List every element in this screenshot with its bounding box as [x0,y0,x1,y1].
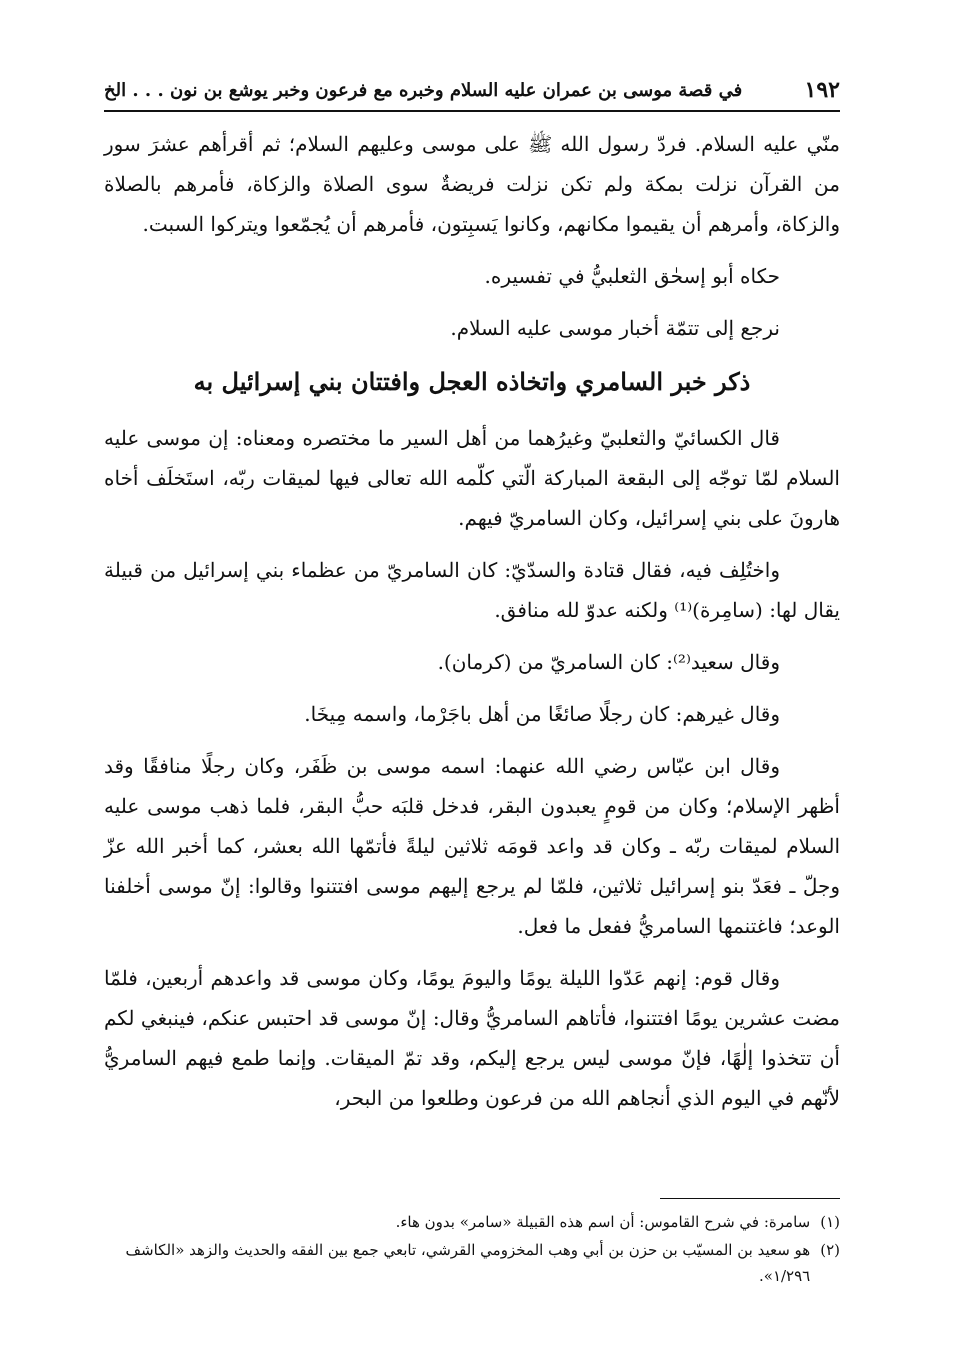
paragraph-ibn-abbas: وقال ابن عبّاس رضي الله عنهما: اسمه موسى بن ظَفَر، وكان رجلًا منافقًا وقد أظهر الإسلام؛ وكان من قومٍ يعبدون البقر، فدخل قلبَه حبُّ البقر، فلما ذهب موسى عليه السلام لميقات ربّه ـ وكان قد واعد قومَه ثلاثين ليلةً فأتمّها الله بعشر، كما أخبر الله عزّ وجلّ ـ فعَدّ بنو إسرائيل ثلاثين، فلمّا لم يرجع إليهم موسى افتتنوا وقالوا: إنّ موسى أخلفنا الوعد؛ فاغتنمها السامريُّ ففعل ما فعل. [104,754,840,938]
paragraph-qawm: وقال قوم: إنهم عَدّوا الليلة يومًا واليومَ يومًا، وكان موسى قد واعدهم أربعين، فلمّا مضت عشرين يومًا افتتنوا، فأتاهم السامريُّ وقال: إنّ موسى قد احتبس عنكم، فينبغي لكم أن تتخذوا إلٰهًا، فإنّ موسى ليس يرجع إليكم، وقد تمّ الميقات. وإنما طمع فيهم السامريُّ لأنّهم في اليوم الذي أنجاهم الله من فرعون وطلعوا من البحر، [104,966,840,1110]
footnote-number: (٢) [820,1241,840,1259]
section-heading: ذكر خبر السامري واتخاذه العجل وافتتان بني إسرائيل به [193,367,751,396]
running-title: في قصة موسى بن عمران عليه السلام وخبره مع فرعون وخبر يوشع بن نون . . . الخ [104,79,743,101]
footnote-text: هو سعيد بن المسيّب بن حزن بن أبي وهب المخزومي القرشي، تابعي جمع بين الفقه والحديث والزهد «الكاشف ١/٢٩٦». [125,1241,811,1285]
paragraph-said: وقال سعيد⁽²⁾: كان السامريّ من (كرمان). [437,650,780,674]
paragraph-continuation: منّي عليه السلام. فردّ رسول الله ﷺ على موسى وعليهم السلام؛ ثم أقرأهم عشرَ سور من القرآن نزلت بمكة ولم تكن نزلت فريضةٌ سوى الصلاة والزكاة، فأمرهم بالصلاة والزكاة، وأمرهم أن يقيموا مكانهم، وكانوا يَسبِتون، فأمرهم أن يُجمّعوا ويتركوا السبت. [104,132,840,236]
main-text [104,124,840,1130]
footnote-item [104,1209,840,1235]
paragraph-others: وقال غيرهم: كان رجلًا صائغًا من أهل باجَرْما، واسمه مِيخَا. [304,702,780,726]
paragraph-source: حكاه أبو إسحٰق الثعلبيُّ في تفسيره. [484,264,780,288]
paragraph-qatada: واختُلِف فيه، فقال قتادة والسدّيّ: كان السامريّ من عظماء بني إسرائيل من قبيلة يقال لها: (سامِرة)⁽¹⁾ ولكنه عدوّ لله منافق. [104,558,840,622]
paragraph-return: نرجع إلى تتمّة أخبار موسى عليه السلام. [450,316,780,340]
paragraph-kisai: قال الكسائيّ والثعلبيّ وغيرُهما من أهل السير ما مختصره ومعناه: إن موسى عليه السلام لمّا توجّه إلى البقعة المباركة الّتي كلّمه الله تعالى فيها لميقات ربّه، استَخلَف أخاه هارونَ على بني إسرائيل، وكان السامريّ فيهم. [104,426,840,530]
footnotes [104,1198,840,1291]
footnote-text: سامرة: في شرح القاموس: أن اسم هذه القبيلة «سامر» بدون هاء. [395,1213,811,1231]
page-header [104,70,840,112]
footnote-divider [660,1198,840,1199]
footnote-number: (١) [820,1213,840,1231]
footnote-item [104,1237,840,1289]
page-number: ١٩٢ [804,77,840,103]
